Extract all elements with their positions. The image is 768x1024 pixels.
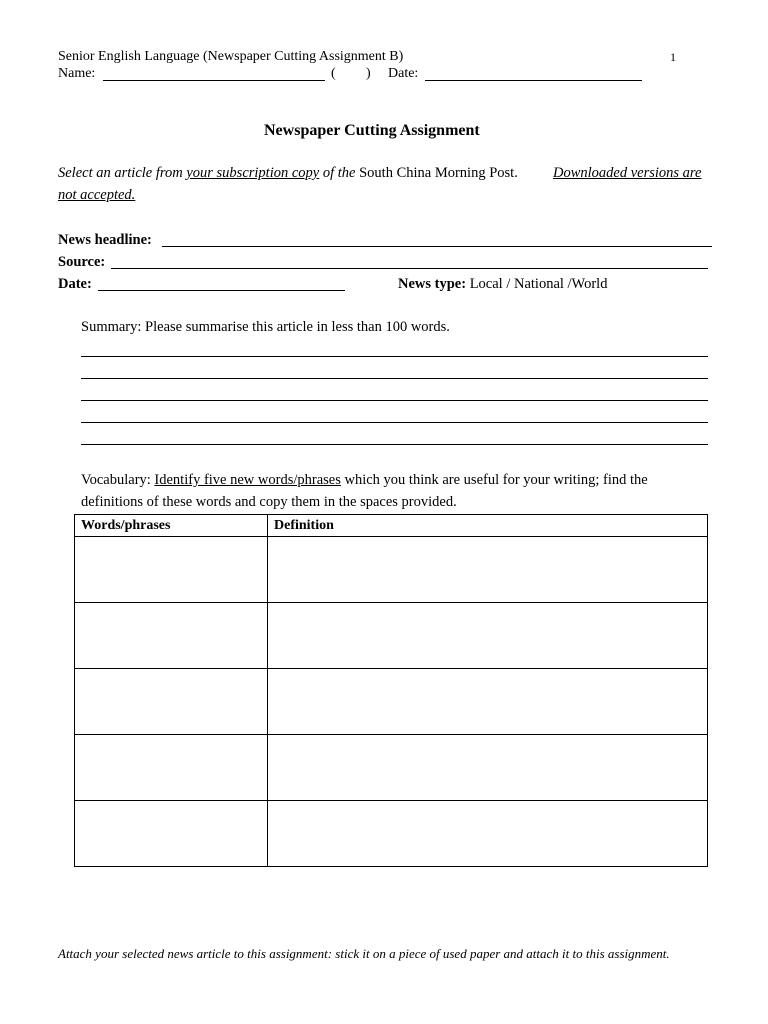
instructions-subscription-copy: your subscription copy — [186, 165, 320, 181]
summary-line[interactable] — [81, 378, 708, 379]
summary-line[interactable] — [81, 444, 708, 445]
date-label: Date: — [58, 276, 92, 292]
table-row — [75, 801, 708, 867]
header-date-field-line[interactable] — [425, 80, 642, 81]
page-title: Newspaper Cutting Assignment — [264, 122, 480, 139]
definition-cell[interactable] — [268, 537, 708, 603]
instructions-part1: Select an article from — [58, 165, 187, 181]
table-row — [75, 669, 708, 735]
word-cell[interactable] — [75, 537, 268, 603]
news-headline-field-line[interactable] — [162, 246, 712, 247]
summary-prompt: Summary: Please summarise this article in less than 100 words. — [81, 319, 450, 335]
vocabulary-prompt-underlined: Identify five new words/phrases — [154, 472, 341, 488]
table-row — [75, 537, 708, 603]
word-cell[interactable] — [75, 735, 268, 801]
instructions-line1 — [58, 165, 518, 182]
source-field-line[interactable] — [111, 268, 708, 269]
vocabulary-prompt-line2: definitions of these words and copy them in the spaces provided. — [81, 494, 457, 510]
news-type-options[interactable]: Local / National /World — [469, 276, 608, 292]
vocabulary-table — [74, 514, 708, 867]
definition-column-header: Definition — [268, 515, 708, 537]
footer-attach-note: Attach your selected news article to this assignment: stick it on a piece of used paper and attach it to this assignment. — [58, 946, 670, 961]
instructions-part3: of the — [319, 165, 360, 181]
definition-cell[interactable] — [268, 735, 708, 801]
page-number: 1 — [670, 50, 676, 64]
news-headline-label: News headline: — [58, 232, 152, 248]
word-cell[interactable] — [75, 603, 268, 669]
instructions-downloaded-line2: not accepted. — [58, 187, 136, 203]
table-row — [75, 735, 708, 801]
word-cell[interactable] — [75, 801, 268, 867]
name-label: Name: — [58, 66, 96, 81]
definition-cell[interactable] — [268, 603, 708, 669]
news-type-label: News type: — [398, 276, 467, 292]
name-field-line[interactable] — [103, 80, 325, 81]
date-field-line[interactable] — [98, 290, 345, 291]
news-type-row — [398, 276, 607, 293]
words-phrases-column-header: Words/phrases — [75, 515, 268, 537]
class-number-close-paren: ) — [366, 66, 371, 81]
vocabulary-prompt-prefix: Vocabulary: — [81, 472, 155, 488]
vocabulary-table-header-row — [75, 515, 708, 537]
class-number-open-paren: ( — [331, 66, 336, 81]
instructions-newspaper-name: South China Morning Post. — [359, 165, 518, 181]
summary-line[interactable] — [81, 356, 708, 357]
word-cell[interactable] — [75, 669, 268, 735]
vocabulary-prompt-line1 — [81, 472, 648, 489]
table-row — [75, 603, 708, 669]
course-heading: Senior English Language (Newspaper Cutting Assignment B) — [58, 49, 404, 64]
header-date-label: Date: — [388, 66, 419, 81]
definition-cell[interactable] — [268, 669, 708, 735]
summary-line[interactable] — [81, 422, 708, 423]
summary-line[interactable] — [81, 400, 708, 401]
vocabulary-prompt-suffix: which you think are useful for your writing; find the — [340, 472, 648, 488]
definition-cell[interactable] — [268, 801, 708, 867]
instructions-downloaded-line1: Downloaded versions are — [553, 165, 702, 181]
source-label: Source: — [58, 254, 106, 270]
